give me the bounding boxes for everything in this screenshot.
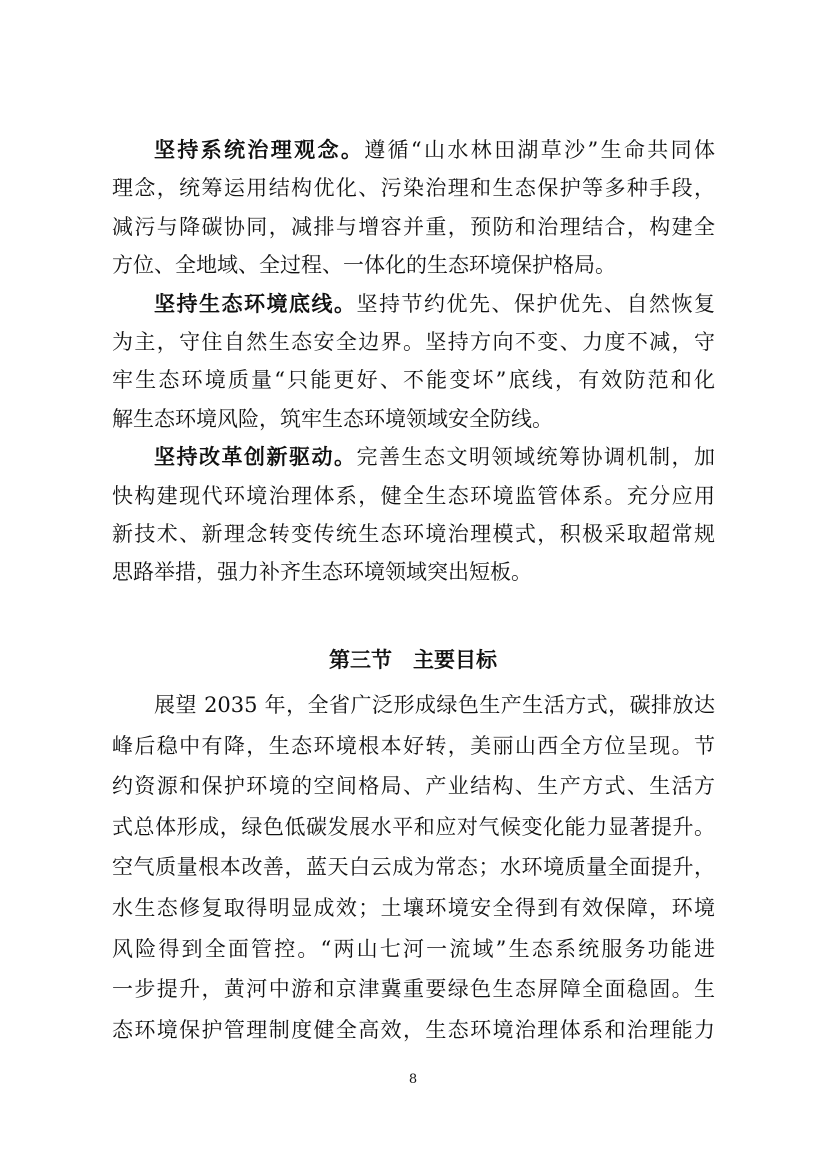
page-number: 8 xyxy=(408,1072,418,1087)
text-line: 为主，守住自然生态安全边界。坚持方向不变、力度不减，守 xyxy=(112,329,715,354)
text-line: 新技术、新理念转变传统生态环境治理模式，积极采取超常规 xyxy=(112,521,715,546)
paragraph-ecological-baseline: 坚持生态环境底线。坚持节约优先、保护优先、自然恢复 为主，守住自然生态安全边界。坚持方向不变、力度不减，守 牢生态环境质量“只能更好、不能变坏”底线，有效防范和化 解生态环境风险，筑牢生态环境领域安全防线。 xyxy=(112,285,715,439)
text-line: 水生态修复取得明显成效；土壤环境安全得到有效保障，环境 xyxy=(112,895,715,920)
text-line: 一步提升，黄河中游和京津冀重要绿色生态屏障全面稳固。生 xyxy=(112,977,715,1002)
text-line: 态环境保护管理制度健全高效，生态环境治理体系和治理能力 xyxy=(112,1017,715,1042)
text-line: 空气质量根本改善，蓝天白云成为常态；水环境质量全面提升， xyxy=(112,855,715,880)
paragraph-lead: 坚持生态环境底线。 xyxy=(154,290,357,316)
text-line: 风险得到全面管控。“两山七河一流域”生态系统服务功能进 xyxy=(112,936,715,961)
text-line: 减污与降碳协同，减排与增容并重，预防和治理结合，构建全 xyxy=(112,214,715,239)
text-line: 展望 2035 年，全省广泛形成绿色生产生活方式，碳排放达 xyxy=(154,693,715,717)
text-line: 牢生态环境质量“只能更好、不能变坏”底线，有效防范和化 xyxy=(112,368,715,393)
paragraph-system-governance: 坚持系统治理观念。遵循“山水林田湖草沙”生命共同体 理念，统筹运用结构优化、污染治理和生态保护等多种手段， 减污与降碳协同，减排与增容并重，预防和治理结合，构建全 方位、全地域、全过程、一体化的生态环境保护格局。 xyxy=(112,131,715,285)
text-line: 式总体形成，绿色低碳发展水平和应对气候变化能力显著提升。 xyxy=(112,814,715,839)
text-line: 峰后稳中有降，生态环境根本好转，美丽山西全方位呈现。节 xyxy=(112,733,715,758)
paragraph-main-goals xyxy=(112,685,715,1050)
text-line: 解生态环境风险，筑牢生态环境领域安全防线。 xyxy=(112,406,553,431)
paragraph-reform-innovation: 坚持改革创新驱动。完善生态文明领域统筹协调机制，加 快构建现代环境治理体系，健全生态环境监管体系。充分应用 新技术、新理念转变传统生态环境治理模式，积极采取超常规 思路举措，强力补齐生态环境领域突出短板。 xyxy=(112,438,715,592)
text-line: 约资源和保护环境的空间格局、产业结构、生产方式、生活方 xyxy=(112,774,715,799)
principles-section xyxy=(112,131,715,592)
paragraph-lead: 坚持系统治理观念。 xyxy=(154,137,365,162)
paragraph-lead: 坚持改革创新驱动。 xyxy=(154,444,357,470)
section-heading: 第三节 主要目标 xyxy=(329,647,497,672)
text-line: 思路举措，强力补齐生态环境领域突出短板。 xyxy=(112,560,532,585)
text-line: 理念，统筹运用结构优化、污染治理和生态保护等多种手段， xyxy=(112,176,715,201)
text-line: 方位、全地域、全过程、一体化的生态环境保护格局。 xyxy=(112,253,616,278)
text-line: 快构建现代环境治理体系，健全生态环境监管体系。充分应用 xyxy=(112,483,715,508)
